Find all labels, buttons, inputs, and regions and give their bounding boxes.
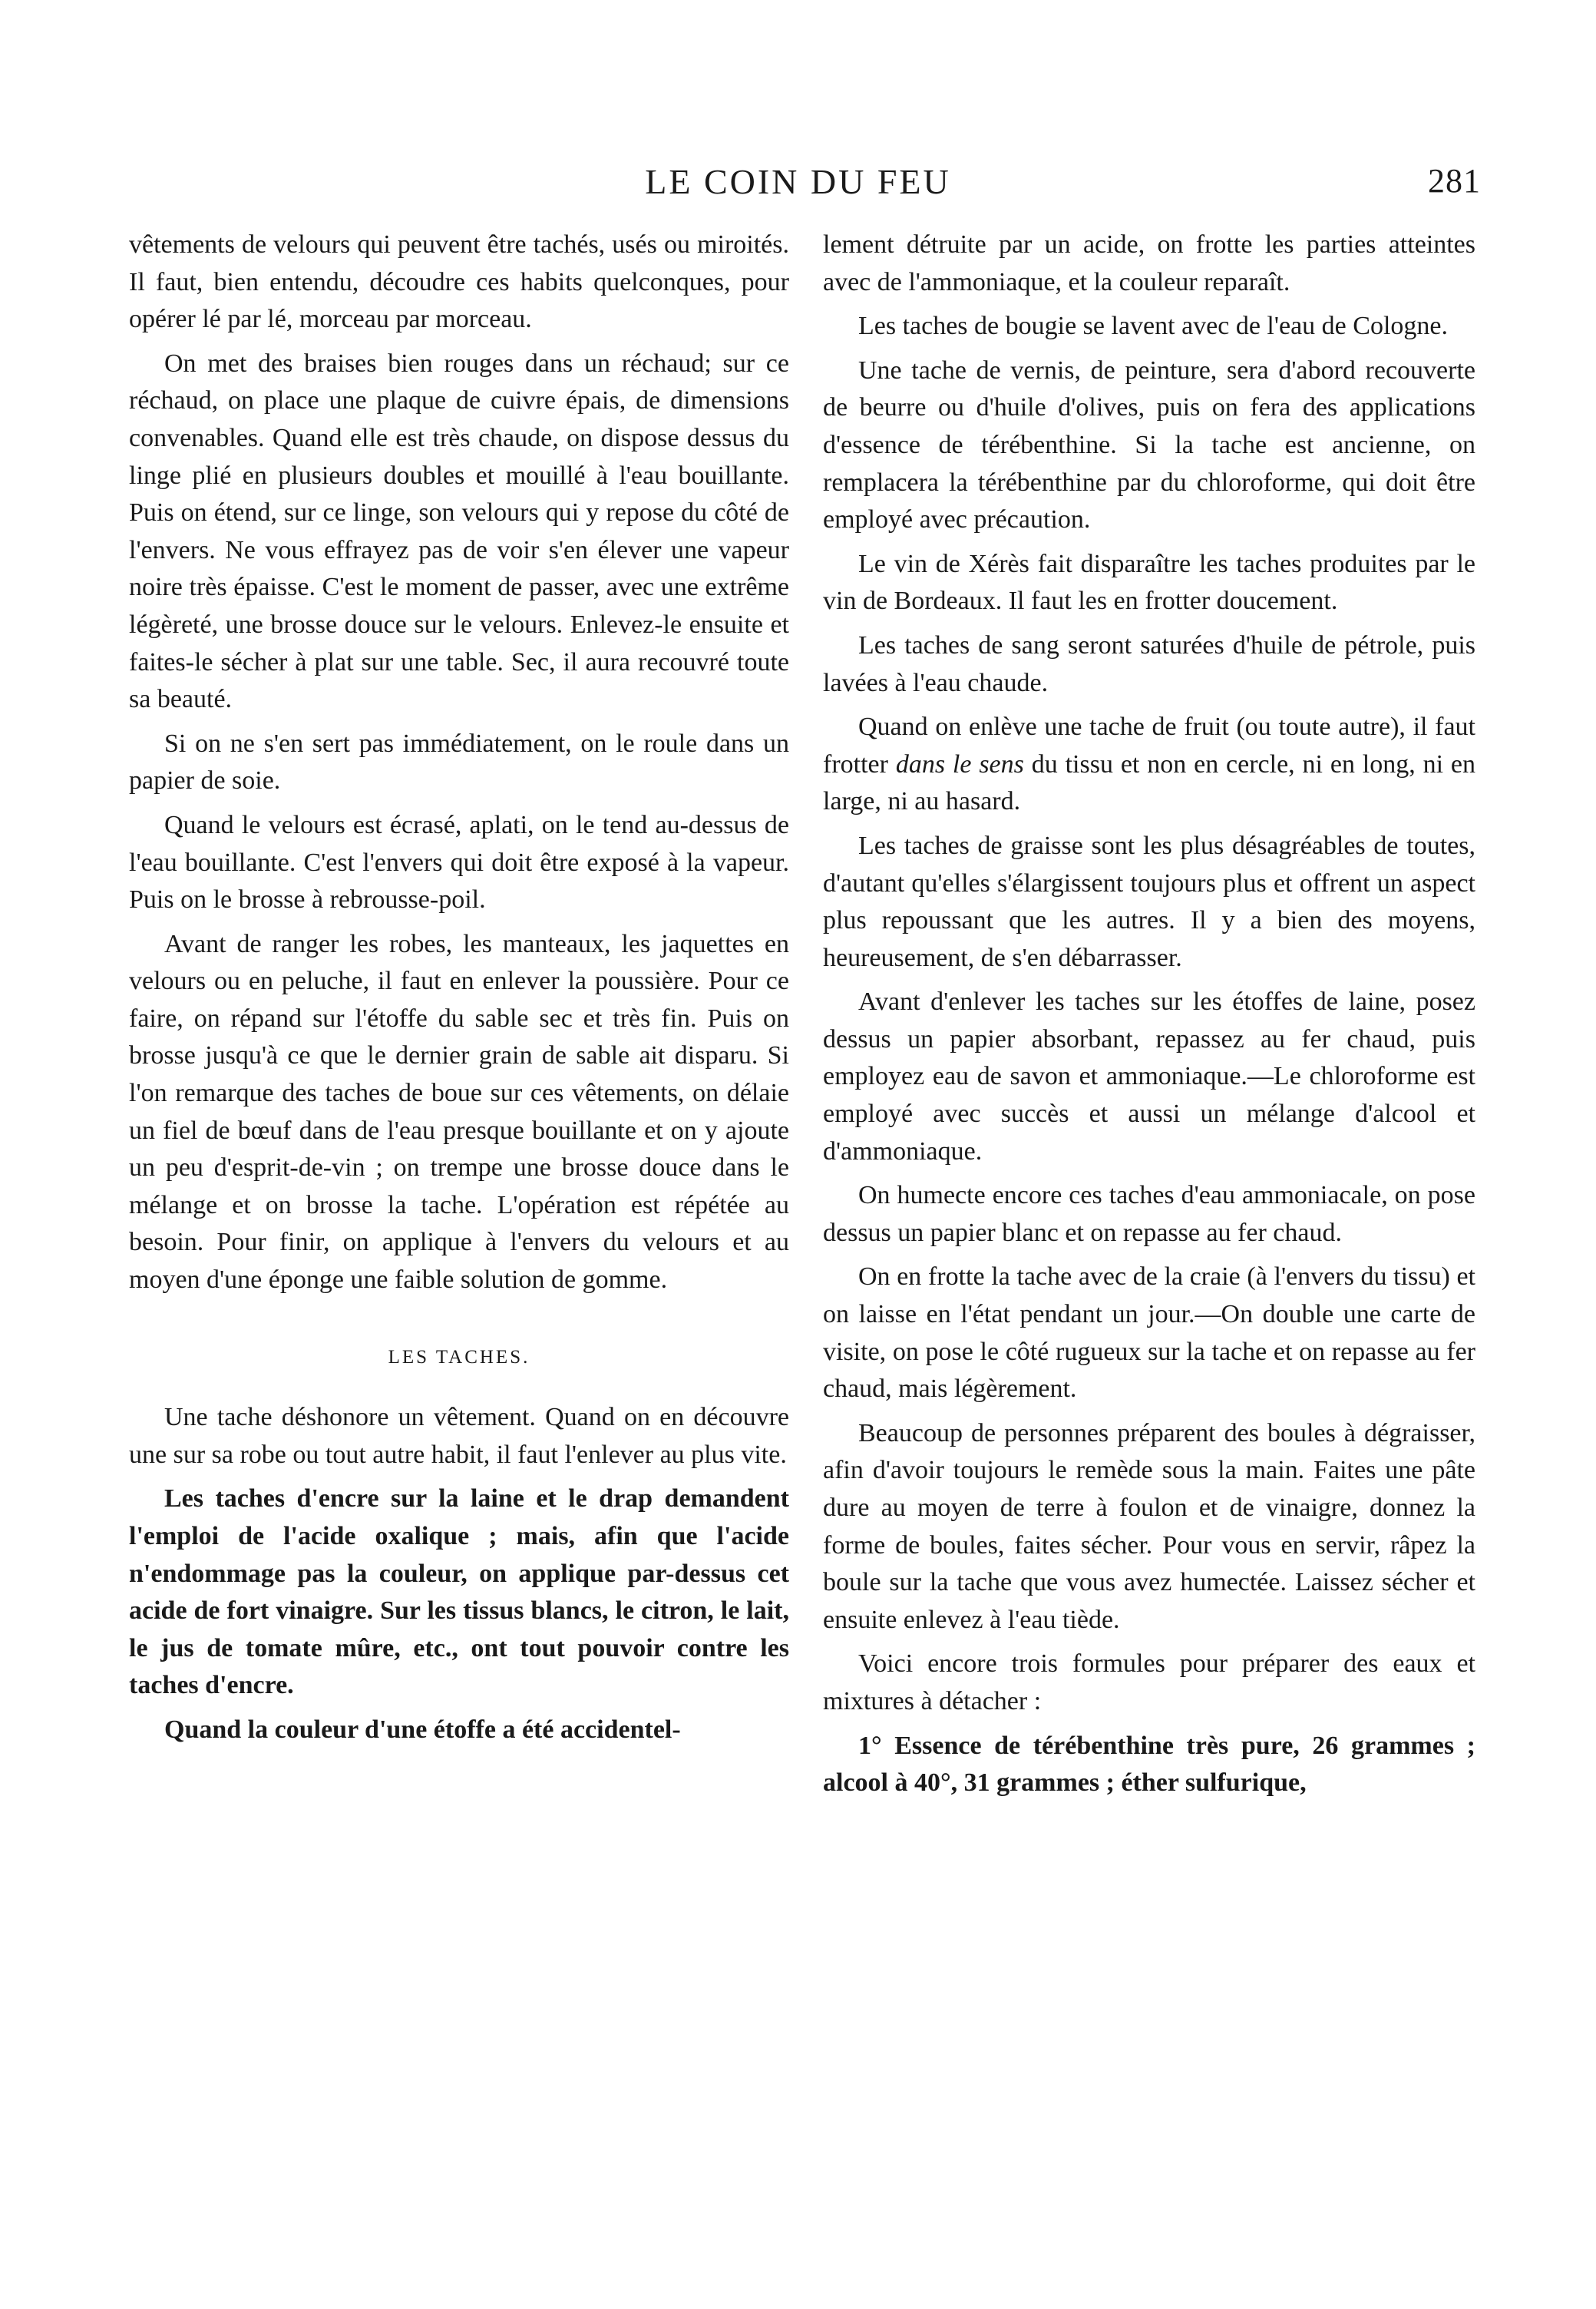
emphasis-text: dans le sens (895, 749, 1024, 779)
paragraph: On en frotte la tache avec de la craie (à l'envers du tissu) et on laisse en l'état pendant un jour.—On double une carte de visite, on pose le côté rugueux sur la tache et on repasse au fer chaud, mais légèrement. (823, 1262, 1475, 1404)
paragraph: Les taches de bougie se lavent avec de l'eau de Cologne. (858, 312, 1448, 341)
paragraph: 1° Essence de térébenthine très pure, 26 grammes ; alcool à 40°, 31 grammes ; éther sulfurique, (823, 1731, 1475, 1798)
paragraph: Les taches de sang seront saturées d'huile de pétrole, puis lavées à l'eau chaude. (823, 630, 1475, 697)
paragraph: Le vin de Xérès fait disparaître les taches produites par le vin de Bordeaux. Il faut les en frotter doucement. (823, 549, 1475, 616)
paragraph: vêtements de velours qui peuvent être tachés, usés ou miroités. Il faut, bien entendu, découdre ces habits quelconques, pour opérer lé par lé, morceau par morceau. (129, 230, 789, 334)
paragraph: Une tache déshonore un vêtement. Quand on en découvre une sur sa robe ou tout autre habit, il faut l'enlever au plus vite. (129, 1403, 789, 1469)
paragraph: lement détruite par un acide, on frotte les parties atteintes avec de l'ammoniaque, et la couleur reparaît. (823, 230, 1475, 296)
paragraph-text: du tissu et non en cercle, ni en long, ni en large, ni au hasard. (823, 749, 1476, 816)
section-heading: LES TACHES. (388, 1346, 530, 1368)
paragraph: Quand la couleur d'une étoffe a été accidentel- (164, 1715, 681, 1744)
paragraph: Si on ne s'en sert pas immédiatement, on le roule dans un papier de soie. (129, 729, 789, 796)
paragraph: Les taches de graisse sont les plus désagréables de toutes, d'autant qu'elles s'élargissent toujours plus et offrent un aspect plus repoussant que les autres. Il y a bien des moyens, heureusement, de s'en débarrasser. (823, 831, 1475, 972)
right-column (823, 227, 1475, 1803)
paragraph: On met des braises bien rouges dans un réchaud; sur ce réchaud, on place une plaque de cuivre épais, de dimensions convenables. Quand elle est très chaude, on dispose dessus du linge plié en plusieurs doubles et mouillé à l'eau bouillante. Puis on étend, sur ce linge, son velours qui y repose du côté de l'envers. Ne vous effrayez pas de voir s'en élever une vapeur noire très épaisse. C'est le moment de passer, avec une extrême légèreté, une brosse douce sur le velours. Enlevez-le ensuite et faites-le sécher à plat sur une table. Sec, il aura recouvré toute sa beauté. (129, 349, 789, 714)
paragraph: On humecte encore ces taches d'eau ammoniacale, on pose dessus un papier blanc et on repasse au fer chaud. (823, 1181, 1475, 1247)
paragraph: Beaucoup de personnes préparent des boules à dégraisser, afin d'avoir toujours le remède sous la main. Faites une pâte dure au moyen de terre à foulon et de vinaigre, donnez la forme de boules, faites sécher. Pour vous en servir, râpez la boule sur la tache que vous avez humectée. Laissez sécher et ensuite enlevez à l'eau tiède. (823, 1418, 1475, 1634)
paragraph: Avant de ranger les robes, les manteaux, les jaquettes en velours ou en peluche, il faut en enlever la poussière. Pour ce faire, on répand sur l'étoffe du sable sec et très fin. Puis on brosse jusqu'à ce que le dernier grain de sable ait disparu. Si l'on remarque des taches de boue sur ces vêtements, on délaie un fiel de bœuf dans de l'eau presque bouillante et on y ajoute un peu d'esprit-de-vin ; on trempe une brosse douce dans le mélange et on brosse la tache. L'opération est répétée au besoin. Pour finir, on applique à l'envers du velours et au moyen d'une éponge une faible solution de gomme. (129, 929, 789, 1295)
left-column (129, 227, 789, 1750)
paragraph: Voici encore trois formules pour préparer des eaux et mixtures à détacher : (823, 1649, 1475, 1715)
paragraph: Les taches d'encre sur la laine et le drap demandent l'emploi de l'acide oxalique ; mais, afin que l'acide n'endommage pas la couleur, on applique par-dessus cet acide de fort vinaigre. Sur les tissus blancs, le citron, le lait, le jus de tomate mûre, etc., ont tout pouvoir contre les taches d'encre. (129, 1484, 789, 1700)
paragraph: Quand le velours est écrasé, aplati, on le tend au-dessus de l'eau bouillante. C'est l'envers qui doit être exposé à la vapeur. Puis on le brosse à rebrousse-poil. (129, 810, 789, 915)
running-title: LE COIN DU FEU (645, 162, 951, 201)
paragraph (823, 709, 1475, 821)
page-number: 281 (1428, 162, 1481, 200)
paragraph-text: Quand on enlève une tache de fruit (ou toute autre), il faut frotter (823, 713, 1475, 779)
page-header (0, 161, 1596, 207)
paragraph: Une tache de vernis, de peinture, sera d'abord recouverte de beurre ou d'huile d'olives, puis on fera des applications d'essence de térébenthine. Si la tache est ancienne, on remplacera la térébenthine par du chloroforme, qui doit être employé avec précaution. (823, 356, 1475, 534)
paragraph: Avant d'enlever les taches sur les étoffes de laine, posez dessus un papier absorbant, repassez au fer chaud, puis employez eau de savon et ammoniaque.—Le chloroforme est employé avec succès et aussi un mélange d'alcool et d'ammoniaque. (823, 987, 1475, 1166)
